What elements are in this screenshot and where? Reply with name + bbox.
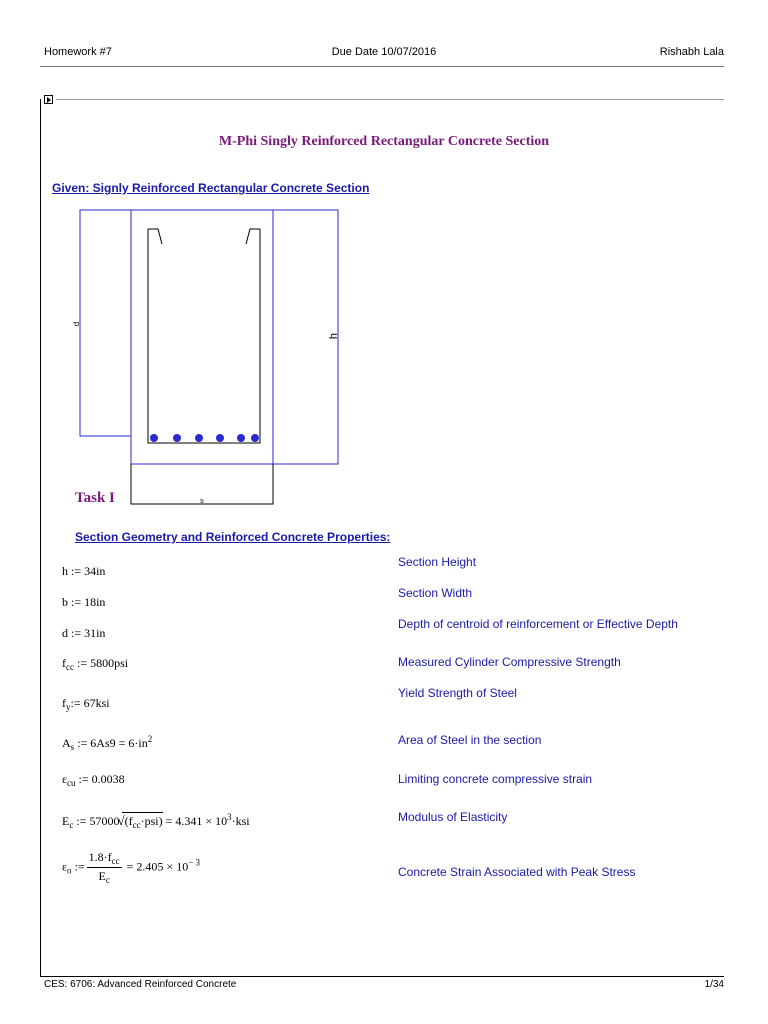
header-center: Due Date 10/07/2016	[331, 46, 437, 58]
rebar-1	[150, 434, 158, 442]
desc-h: Section Height	[398, 555, 477, 569]
desc-b: Section Width	[398, 586, 473, 600]
rebar-2	[173, 434, 181, 442]
eq-fy: $f_y:= 67ksi$	[62, 696, 110, 712]
footer-course: CES: 6706: Advanced Reinforced Concrete	[44, 979, 237, 990]
eq-h: h := 34in	[62, 564, 106, 578]
eq-ec: $E_c$ := $57000√(f_{cc}\cdot psi) = 4.341 \times 10^3\cdot ksi$	[62, 812, 250, 830]
given-heading: Given: Signly Reinforced Rectangular Concrete Section	[52, 181, 370, 195]
eq-as: $A_s$ := $6As9 = 6\cdot in^2$	[62, 734, 153, 752]
rebar-5	[237, 434, 245, 442]
eq-fcc: $f_{cc}$ := 5800psi	[62, 656, 129, 672]
desc-d: Depth of centroid of reinforcement or Effective Depth	[398, 617, 678, 631]
depth-dimension	[80, 210, 131, 436]
desc-fcc: Measured Cylinder Compressive Strength	[398, 655, 621, 669]
eq-b: b := 18in	[62, 595, 106, 609]
eq-d: d := 31in	[62, 626, 106, 640]
label-h: h	[328, 332, 340, 340]
header-left: Homework #7	[44, 46, 112, 58]
rebar-3	[195, 434, 203, 442]
stirrup-hook-right	[246, 229, 260, 244]
desc-ec: Modulus of Elasticity	[398, 810, 508, 824]
header-right: Rishabh Lala	[659, 46, 724, 58]
stirrup-hook-left	[148, 229, 162, 244]
desc-eo: Concrete Strain Associated with Peak Stress	[398, 865, 636, 879]
rebar-4	[216, 434, 224, 442]
properties-heading: Section Geometry and Reinforced Concrete Properties:	[75, 530, 391, 544]
footer-page-number: 1/34	[704, 979, 724, 990]
section-outline	[131, 210, 273, 464]
label-b: b	[200, 499, 204, 505]
label-d: d	[72, 321, 81, 327]
desc-fy: Yield Strength of Steel	[398, 686, 517, 700]
width-dimension	[131, 464, 273, 504]
desc-ecu: Limiting concrete compressive strain	[398, 772, 593, 786]
task-heading: Task I	[75, 490, 115, 506]
eq-ecu: $\varepsilon_{cu}$ := 0.0038	[62, 772, 125, 788]
rebar-6	[251, 434, 259, 442]
desc-as: Area of Steel in the section	[398, 733, 542, 747]
eq-eo: $\varepsilon_o$ := $\frac{1.8\cdot f_{cc}}{E_c}$ = $2.405 \times 10^{- 3}$	[62, 850, 201, 885]
page-title: M-Phi Singly Reinforced Rectangular Concrete Section	[218, 134, 550, 149]
stirrup	[148, 229, 260, 443]
